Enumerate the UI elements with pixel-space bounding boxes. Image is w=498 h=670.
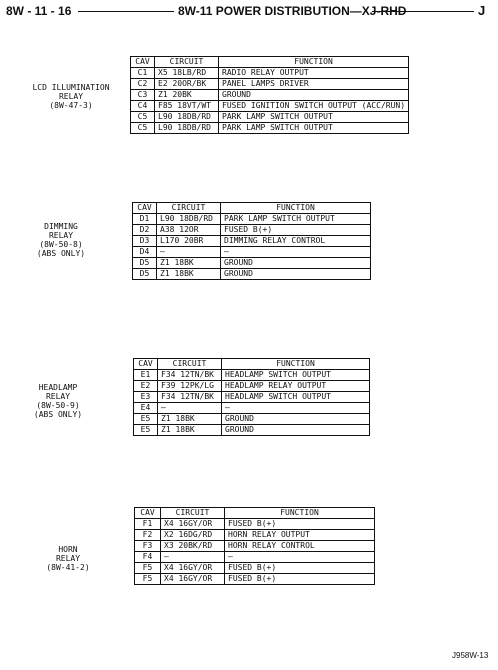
circuit-cell: Z1 18BK	[158, 414, 222, 425]
connector-table	[132, 202, 371, 280]
function-cell: PARK LAMP SWITCH OUTPUT	[221, 214, 371, 225]
circuit-cell: Z1 18BK	[158, 425, 222, 436]
table-row	[133, 247, 371, 258]
function-cell: GROUND	[219, 90, 409, 101]
function-cell: —	[222, 403, 370, 414]
section-letter: J	[478, 3, 486, 18]
column-header-circuit: CIRCUIT	[158, 359, 222, 370]
column-header-cav: CAV	[133, 203, 157, 214]
circuit-cell: L90 18DB/RD	[155, 123, 219, 134]
cav-cell: E1	[134, 370, 158, 381]
function-cell: PANEL LAMPS DRIVER	[219, 79, 409, 90]
circuit-cell: L170 20BR	[157, 236, 221, 247]
function-cell: RADIO RELAY OUTPUT	[219, 68, 409, 79]
circuit-cell: L90 18DB/RD	[155, 112, 219, 123]
circuit-cell: L90 18DB/RD	[157, 214, 221, 225]
circuit-cell: X2 16DG/RD	[161, 530, 225, 541]
cav-cell: F3	[135, 541, 161, 552]
column-header-circuit: CIRCUIT	[155, 57, 219, 68]
table-header-row	[135, 508, 375, 519]
table-row	[135, 530, 375, 541]
table-row	[133, 269, 371, 280]
cav-cell: E5	[134, 414, 158, 425]
table-row	[134, 425, 370, 436]
cav-cell: D5	[133, 269, 157, 280]
circuit-cell: X3 20BK/RD	[161, 541, 225, 552]
column-header-cav: CAV	[134, 359, 158, 370]
function-cell: GROUND	[221, 269, 371, 280]
function-cell: HEADLAMP SWITCH OUTPUT	[222, 392, 370, 403]
table-row	[134, 381, 370, 392]
function-cell: GROUND	[221, 258, 371, 269]
table-row	[134, 370, 370, 381]
circuit-cell: —	[158, 403, 222, 414]
cav-cell: D2	[133, 225, 157, 236]
column-header-function: FUNCTION	[225, 508, 375, 519]
circuit-cell: F34 12TN/BK	[158, 392, 222, 403]
circuit-cell: Z1 18BK	[157, 258, 221, 269]
cav-cell: C4	[131, 101, 155, 112]
circuit-cell: Z1 18BK	[157, 269, 221, 280]
circuit-cell: Z1 20BK	[155, 90, 219, 101]
table-row	[135, 519, 375, 530]
section-label: HEADLAMP RELAY (8W-50-9) (ABS ONLY)	[33, 383, 83, 419]
function-cell: GROUND	[222, 414, 370, 425]
section-label: LCD ILLUMINATION RELAY (8W-47-3)	[32, 83, 110, 110]
column-header-function: FUNCTION	[221, 203, 371, 214]
table-row	[133, 236, 371, 247]
page-number: 8W - 11 - 16	[6, 4, 72, 18]
cav-cell: F5	[135, 563, 161, 574]
table-row	[131, 123, 409, 134]
figure-code: J958W-13	[452, 651, 489, 660]
cav-cell: D3	[133, 236, 157, 247]
header-rule-left	[78, 11, 174, 12]
column-header-cav: CAV	[135, 508, 161, 519]
cav-cell: C2	[131, 79, 155, 90]
cav-cell: D1	[133, 214, 157, 225]
connector-table	[130, 56, 409, 134]
circuit-cell: X5 18LB/RD	[155, 68, 219, 79]
circuit-cell: X4 16GY/OR	[161, 563, 225, 574]
cav-cell: F1	[135, 519, 161, 530]
function-cell: —	[221, 247, 371, 258]
function-cell: DIMMING RELAY CONTROL	[221, 236, 371, 247]
circuit-cell: X4 16GY/OR	[161, 574, 225, 585]
header-rule-right	[372, 11, 474, 12]
function-cell: FUSED B(+)	[225, 519, 375, 530]
column-header-circuit: CIRCUIT	[161, 508, 225, 519]
cav-cell: E3	[134, 392, 158, 403]
function-cell: FUSED B(+)	[221, 225, 371, 236]
circuit-cell: X4 16GY/OR	[161, 519, 225, 530]
section-label: DIMMING RELAY (8W-50-8) (ABS ONLY)	[36, 222, 86, 258]
function-cell: PARK LAMP SWITCH OUTPUT	[219, 123, 409, 134]
circuit-cell: F34 12TN/BK	[158, 370, 222, 381]
cav-cell: C3	[131, 90, 155, 101]
table-row	[131, 101, 409, 112]
circuit-cell: —	[157, 247, 221, 258]
circuit-cell: A38 12OR	[157, 225, 221, 236]
table-row	[135, 541, 375, 552]
circuit-cell: F85 18VT/WT	[155, 101, 219, 112]
column-header-function: FUNCTION	[219, 57, 409, 68]
cav-cell: D4	[133, 247, 157, 258]
function-cell: GROUND	[222, 425, 370, 436]
column-header-function: FUNCTION	[222, 359, 370, 370]
column-header-circuit: CIRCUIT	[157, 203, 221, 214]
function-cell: —	[225, 552, 375, 563]
cav-cell: C1	[131, 68, 155, 79]
cav-cell: F5	[135, 574, 161, 585]
table-row	[135, 563, 375, 574]
function-cell: FUSED B(+)	[225, 563, 375, 574]
table-row	[135, 552, 375, 563]
function-cell: PARK LAMP SWITCH OUTPUT	[219, 112, 409, 123]
table-row	[135, 574, 375, 585]
table-row	[134, 414, 370, 425]
section-label: HORN RELAY (8W-41-2)	[46, 545, 90, 572]
column-header-cav: CAV	[131, 57, 155, 68]
cav-cell: C5	[131, 123, 155, 134]
table-row	[131, 90, 409, 101]
table-row	[131, 68, 409, 79]
function-cell: HEADLAMP RELAY OUTPUT	[222, 381, 370, 392]
function-cell: FUSED B(+)	[225, 574, 375, 585]
table-row	[131, 112, 409, 123]
table-row	[134, 392, 370, 403]
circuit-cell: —	[161, 552, 225, 563]
page-header	[0, 0, 498, 26]
cav-cell: E5	[134, 425, 158, 436]
connector-table	[134, 507, 375, 585]
table-header-row	[133, 203, 371, 214]
cav-cell: C5	[131, 112, 155, 123]
page-title: 8W-11 POWER DISTRIBUTION—XJ-RHD	[178, 4, 407, 18]
table-header-row	[134, 359, 370, 370]
function-cell: HORN RELAY CONTROL	[225, 541, 375, 552]
table-row	[133, 258, 371, 269]
cav-cell: E4	[134, 403, 158, 414]
function-cell: HEADLAMP SWITCH OUTPUT	[222, 370, 370, 381]
table-row	[131, 79, 409, 90]
table-row	[134, 403, 370, 414]
circuit-cell: F39 12PK/LG	[158, 381, 222, 392]
cav-cell: D5	[133, 258, 157, 269]
table-row	[133, 214, 371, 225]
circuit-cell: E2 20OR/BK	[155, 79, 219, 90]
connector-table	[133, 358, 370, 436]
cav-cell: E2	[134, 381, 158, 392]
table-header-row	[131, 57, 409, 68]
cav-cell: F2	[135, 530, 161, 541]
function-cell: FUSED IGNITION SWITCH OUTPUT (ACC/RUN)	[219, 101, 409, 112]
table-row	[133, 225, 371, 236]
cav-cell: F4	[135, 552, 161, 563]
function-cell: HORN RELAY OUTPUT	[225, 530, 375, 541]
